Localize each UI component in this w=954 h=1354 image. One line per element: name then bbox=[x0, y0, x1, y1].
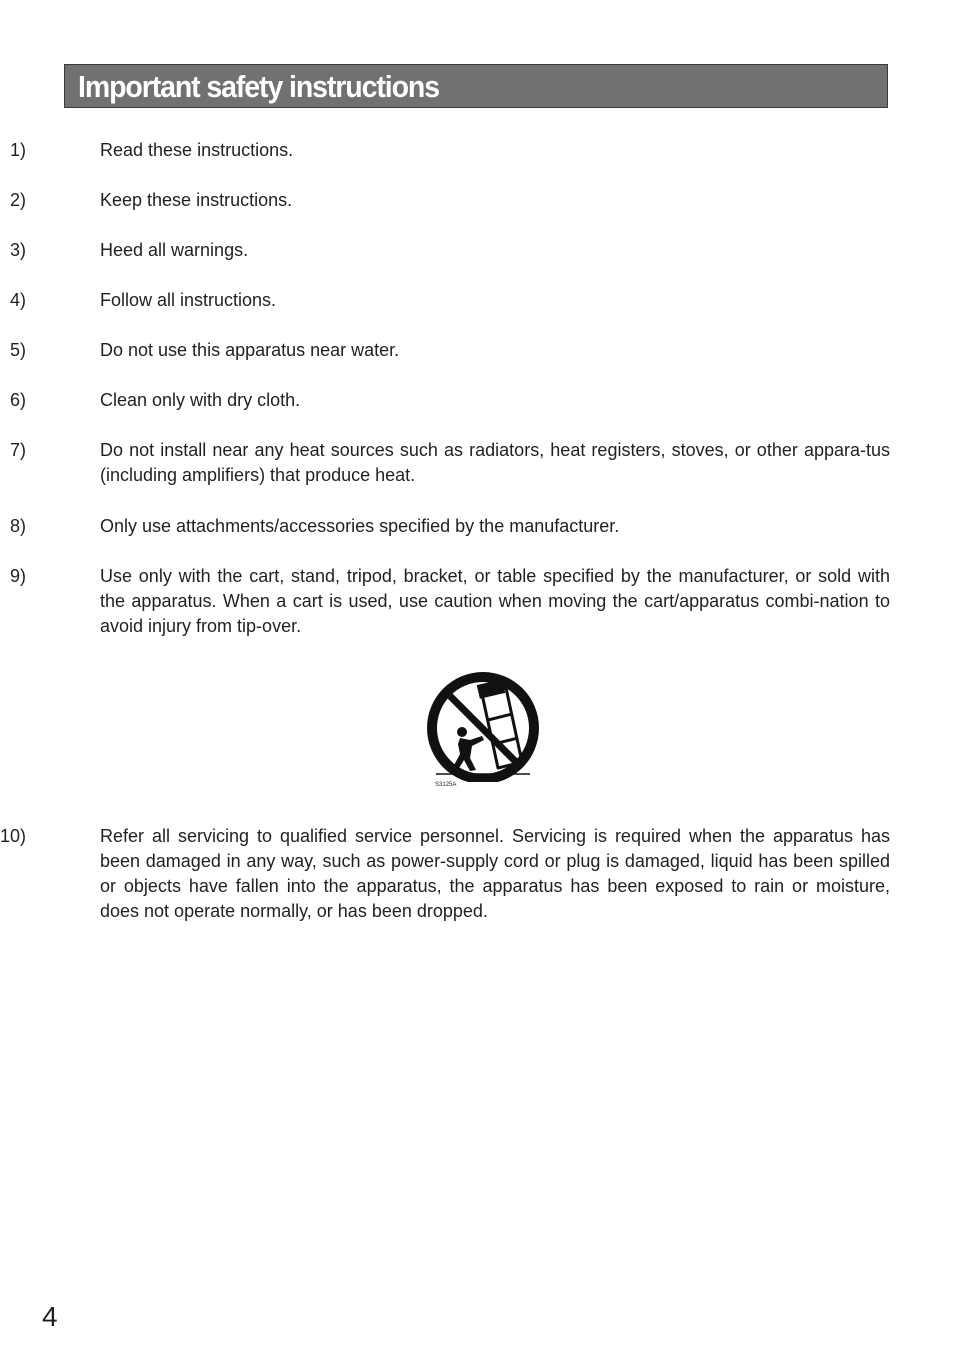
cart-tip-over-warning-icon bbox=[424, 670, 544, 782]
item-text: Read these instructions. bbox=[100, 140, 294, 160]
page-number: 4 bbox=[42, 1301, 58, 1332]
item-number: 9) bbox=[9, 566, 26, 586]
item-number: 3) bbox=[9, 240, 26, 260]
item-text: Use only with the cart, stand, tripod, bracket, or table specified by the manufacturer, or sold with the apparatus. When a cart is used, use caution when moving the cart/apparatus combi-nation to avoid injury from tip-over. bbox=[100, 566, 890, 636]
item-number: 1) bbox=[9, 140, 26, 160]
item-text: Refer all servicing to qualified service personnel. Servicing is required when the apparatus has been damaged in any way, such as power-supply cord or plug is damaged, liquid has been spilled or objects have fallen into the apparatus, the apparatus has been exposed to rain or moisture, does not operate normally, or has been dropped. bbox=[100, 826, 890, 921]
item-text: Do not use this apparatus near water. bbox=[100, 340, 400, 360]
item-number: 2) bbox=[9, 190, 26, 210]
section-title-bar bbox=[64, 64, 888, 108]
item-number: 6) bbox=[9, 390, 26, 410]
cart-tip-over-warning bbox=[424, 670, 544, 794]
item-number: 10) bbox=[0, 826, 26, 846]
cart-warning-code: S3125A bbox=[435, 782, 457, 788]
item-number: 7) bbox=[9, 440, 26, 460]
item-text: Heed all warnings. bbox=[100, 240, 249, 260]
item-text: Follow all instructions. bbox=[100, 290, 277, 310]
item-text: Keep these instructions. bbox=[100, 190, 293, 210]
item-text: Do not install near any heat sources such as radiators, heat registers, stoves, or other appara-tus (including amplifiers) that produce heat. bbox=[100, 440, 890, 485]
item-number: 8) bbox=[9, 516, 26, 536]
item-number: 5) bbox=[9, 340, 26, 360]
item-text: Clean only with dry cloth. bbox=[100, 390, 301, 410]
item-number: 4) bbox=[9, 290, 26, 310]
item-text: Only use attachments/accessories specified by the manufacturer. bbox=[100, 516, 620, 536]
section-title: Important safety instructions bbox=[78, 69, 439, 104]
